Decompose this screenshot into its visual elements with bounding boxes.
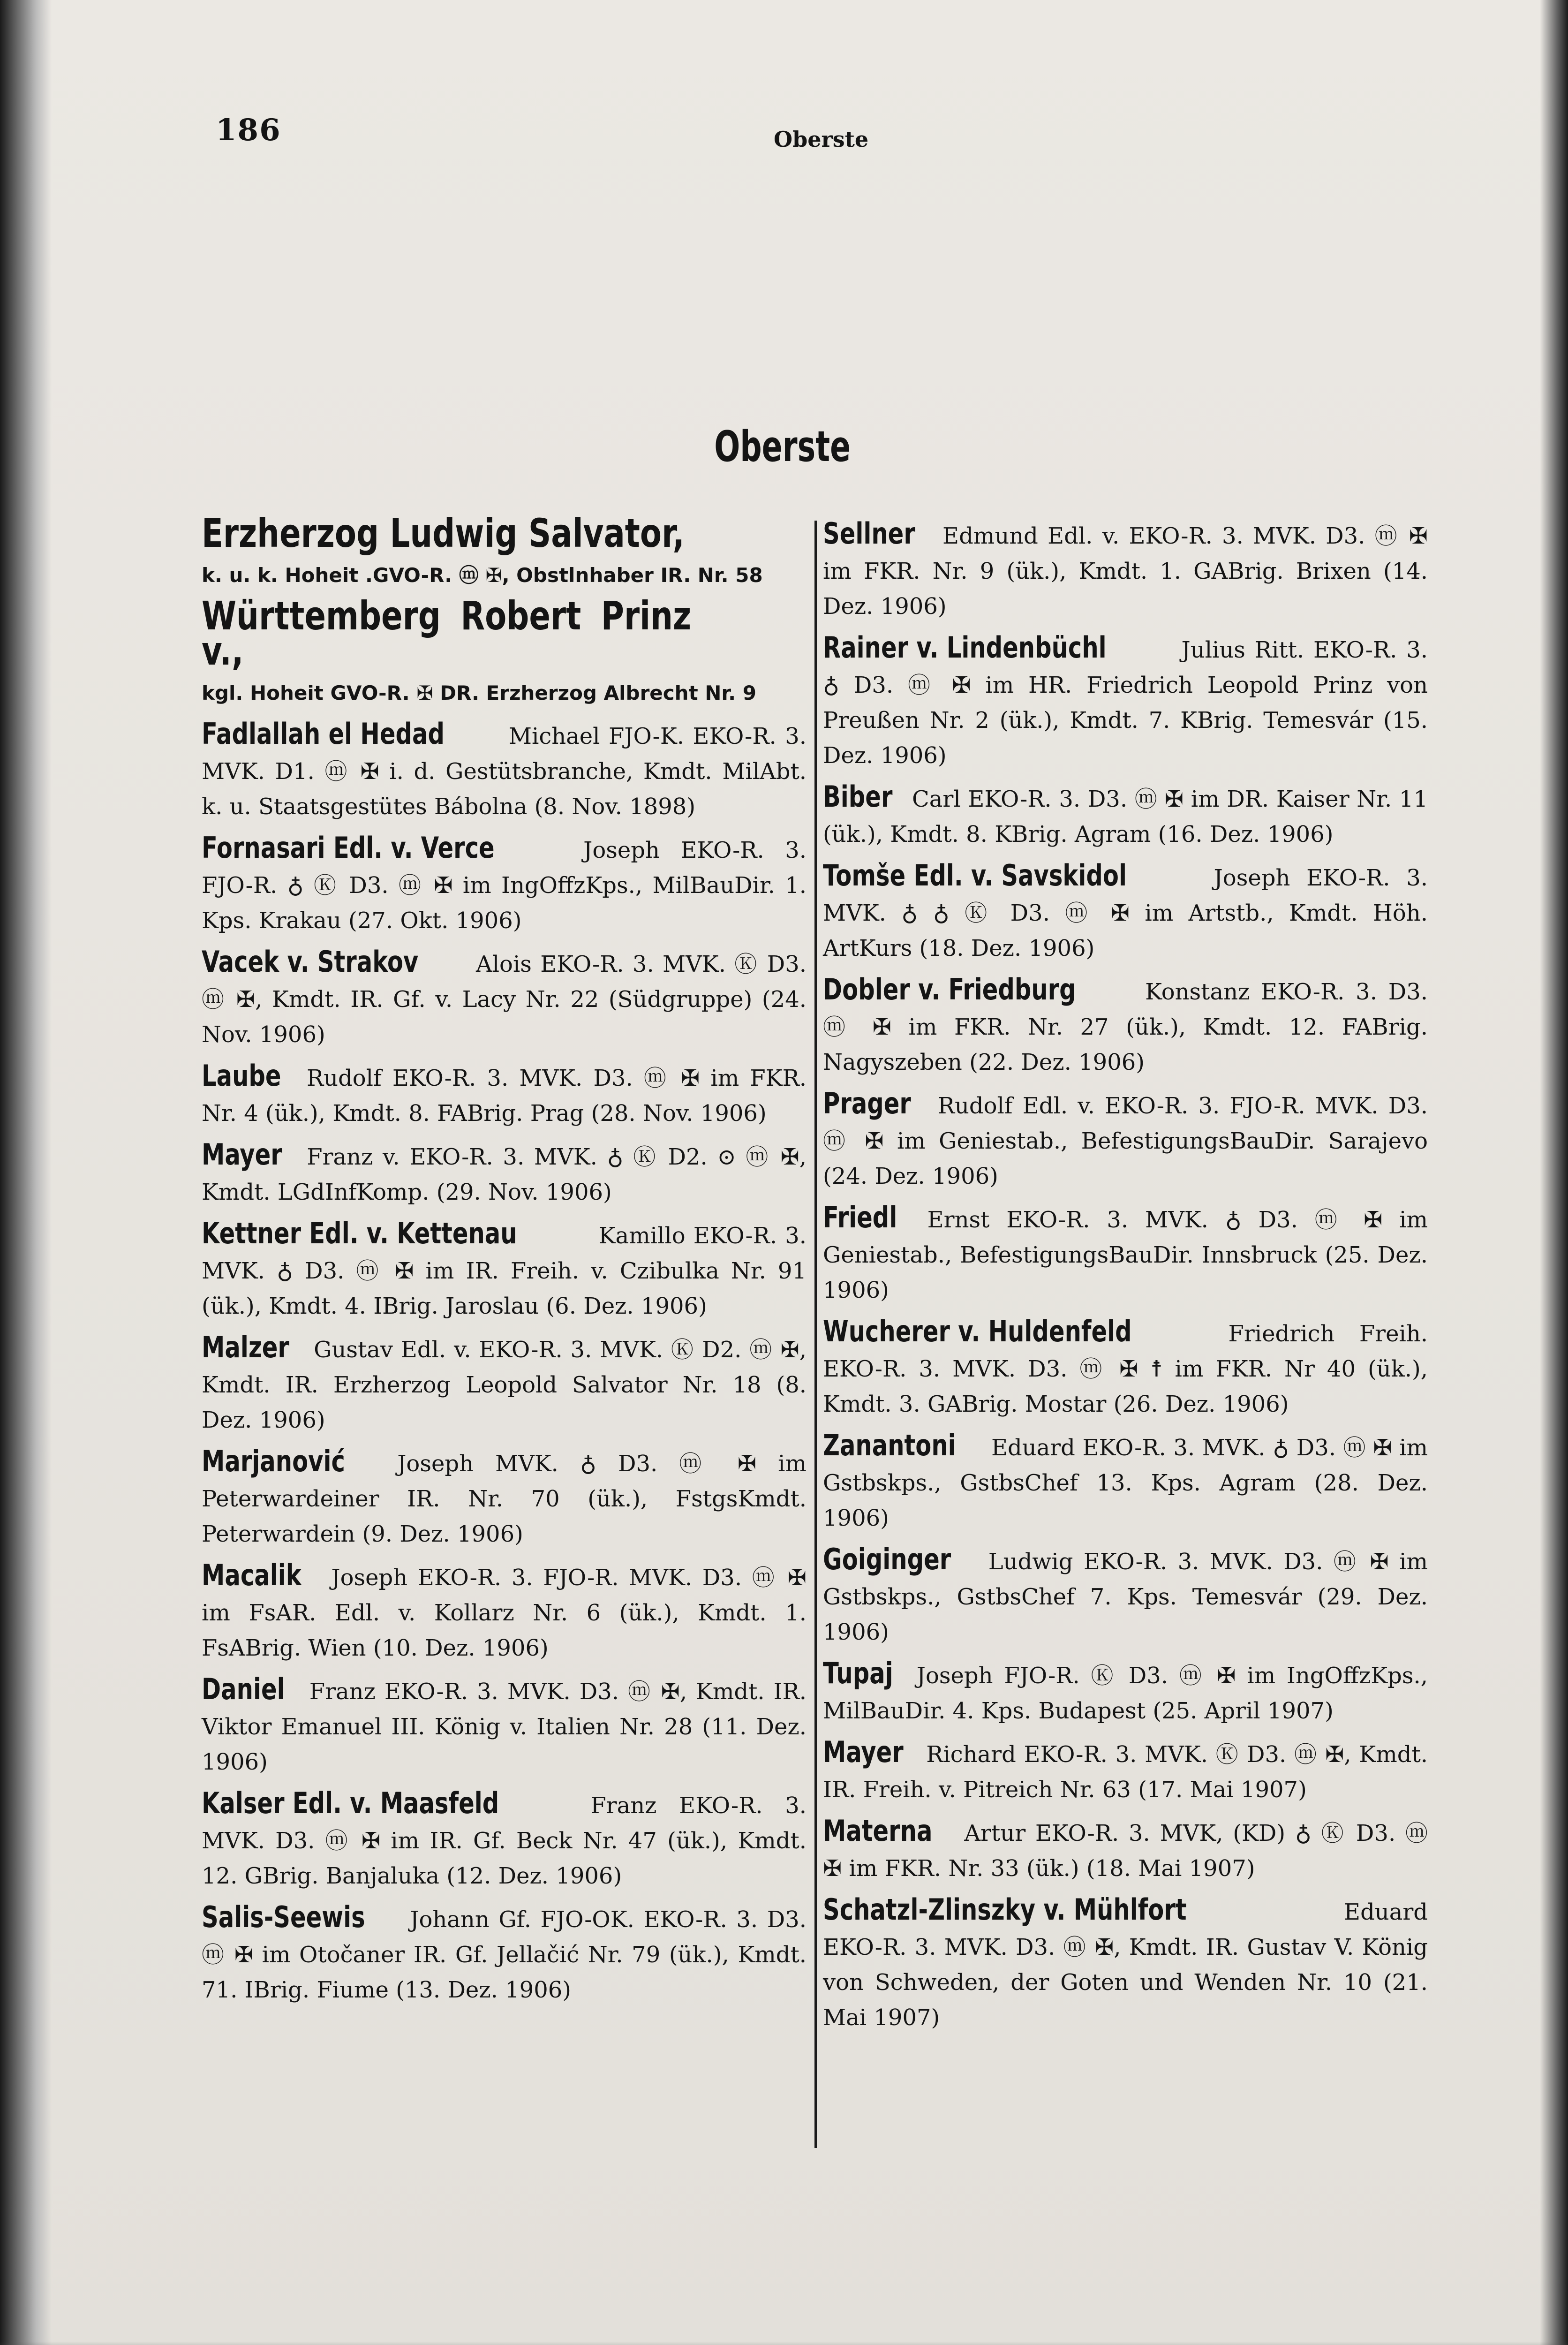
entry-text: Joseph FJO-R. Ⓚ D3. ⓜ ✠ im IngOffzKps., MilBauDir. 4. Kps. Budapest (25. April 1907) (823, 1663, 1428, 1724)
entry-text: Michael FJO-K. EKO-R. 3. MVK. D1. ⓜ ✠ i. d. Gestütsbranche, Kmdt. MilAbt. k. u. Staatsgestütes Bábolna (8. Nov. 1898) (202, 723, 807, 820)
entry (823, 1892, 1428, 2035)
entry-name: Malzer (202, 1330, 289, 1364)
entry (823, 1813, 1428, 1886)
entry-name: Goiginger (823, 1542, 951, 1576)
entry-name: Mayer (823, 1735, 904, 1769)
page-number: 186 (216, 113, 281, 148)
entry-text: kgl. Hoheit GVO-R. ✠ DR. Erzherzog Albrecht Nr. 9 (202, 681, 756, 704)
entry (202, 830, 807, 938)
entry-name: Sellner (823, 516, 915, 551)
entry-name: Friedl (823, 1200, 897, 1234)
entry (202, 944, 807, 1052)
entry (202, 1216, 807, 1324)
entry-name: Zanantoni (823, 1428, 956, 1462)
entry (823, 1656, 1428, 1729)
entry-name: Prager (823, 1086, 911, 1120)
entry-text: Friedrich Freih. EKO-R. 3. MVK. D3. ⓜ ✠ ☨ im FKR. Nr 40 (ük.), Kmdt. 3. GABrig. Mostar (26. Dez. 1906) (823, 1321, 1428, 1417)
entry (202, 1785, 807, 1894)
entry-text: Kamillo EKO-R. 3. MVK. ♁ D3. ⓜ ✠ im IR. Freih. v. Czibulka Nr. 91 (ük.), Kmdt. 4. IBrig. Jaroslau (6. Dez. 1906) (202, 1223, 807, 1319)
entry-text: Rudolf Edl. v. EKO-R. 3. FJO-R. MVK. D3. ⓜ ✠ im Geniestab., BefestigungsBauDir. Sarajevo (24. Dez. 1906) (823, 1093, 1428, 1189)
entry-text: Ludwig EKO-R. 3. MVK. D3. ⓜ ✠ im Gstbskps., GstbsChef 7. Kps. Temesvár (29. Dez. 1906) (823, 1549, 1428, 1645)
entry (823, 516, 1428, 624)
entry-name: Wucherer v. Huldenfeld (823, 1314, 1132, 1348)
entry-text: Franz EKO-R. 3. MVK. D3. ⓜ ✠, Kmdt. IR. Viktor Emanuel III. König v. Italien Nr. 28 (11. Dez. 1906) (202, 1679, 807, 1775)
entry-name: Vacek v. Strakov (202, 945, 419, 979)
right-column (823, 516, 1428, 2041)
column-divider (814, 521, 817, 2148)
entry-name: Fadlallah el Hedad (202, 717, 445, 751)
entry (202, 1137, 807, 1210)
entry-name: Laube (202, 1059, 281, 1093)
entry-text: Julius Ritt. EKO-R. 3. ♁ D3. ⓜ ✠ im HR. Friedrich Leopold Prinz von Preußen Nr. 2 (ük.), Kmdt. 7. KBrig. Temesvár (15. Dez. 1906) (823, 637, 1428, 769)
entry-name: Schatzl-Zlinszky v. Mühlfort (823, 1892, 1187, 1927)
entry (823, 630, 1428, 773)
entry-text: Artur EKO-R. 3. MVK, (KD) ♁ Ⓚ D3. ⓜ ✠ im FKR. Nr. 33 (ük.) (18. Mai 1907) (823, 1820, 1428, 1882)
entry-text: Gustav Edl. v. EKO-R. 3. MVK. Ⓚ D2. ⓜ ✠, Kmdt. IR. Erzherzog Leopold Salvator Nr. 18 (8. Dez. 1906) (202, 1337, 807, 1433)
entry-text: Eduard EKO-R. 3. MVK. ♁ D3. ⓜ ✠ im Gstbskps., GstbsChef 13. Kps. Agram (28. Dez. 1906) (823, 1435, 1428, 1531)
entry-text: Joseph EKO-R. 3. MVK. ♁ ♁ Ⓚ D3. ⓜ ✠ im Artstb., Kmdt. Höh. ArtKurs (18. Dez. 1906) (823, 865, 1428, 961)
entry (202, 1672, 807, 1780)
entry-text: Johann Gf. FJO-OK. EKO-R. 3. D3. ⓜ ✠ im Otočaner IR. Gf. Jellačić Nr. 79 (ük.), Kmdt. 71. IBrig. Fiume (13. Dez. 1906) (202, 1906, 807, 2003)
entry-text: Eduard EKO-R. 3. MVK. D3. ⓜ ✠, Kmdt. IR. Gustav V. König von Schweden, der Goten und Wenden Nr. 10 (21. Mai 1907) (823, 1899, 1428, 2031)
entry (202, 510, 807, 593)
entry-name: Rainer v. Lindenbüchl (823, 630, 1107, 665)
entry-text: Franz EKO-R. 3. MVK. D3. ⓜ ✠ im IR. Gf. Beck Nr. 47 (ük.), Kmdt. 12. GBrig. Banjaluka (12. Dez. 1906) (202, 1793, 807, 1889)
entry (823, 1314, 1428, 1422)
entry (202, 593, 807, 711)
entry-name: Mayer (202, 1137, 282, 1172)
entry-name: Tomše Edl. v. Savskidol (823, 858, 1127, 893)
entry-text: Alois EKO-R. 3. MVK. Ⓚ D3. ⓜ ✠, Kmdt. IR. Gf. v. Lacy Nr. 22 (Südgruppe) (24. Nov. 1906) (202, 951, 807, 1048)
entry (823, 972, 1428, 1080)
entry-name: Marjanović (202, 1444, 345, 1478)
entry-name: Dobler v. Friedburg (823, 972, 1076, 1006)
entry (823, 1200, 1428, 1308)
entry-text: Rudolf EKO-R. 3. MVK. D3. ⓜ ✠ im FKR. Nr. 4 (ük.), Kmdt. 8. FABrig. Prag (28. Nov. 1906) (202, 1065, 807, 1127)
entry-name: Kettner Edl. v. Kettenau (202, 1216, 517, 1250)
entry-text: k. u. k. Hoheit .GVO-R. ⓜ ✠, Obstlnhaber IR. Nr. 58 (202, 564, 763, 587)
entry (823, 858, 1428, 966)
entry (202, 1330, 807, 1438)
entry-text: Carl EKO-R. 3. D3. ⓜ ✠ im DR. Kaiser Nr. 11 (ük.), Kmdt. 8. KBrig. Agram (16. Dez. 1906) (823, 786, 1428, 847)
entry-text: Joseph EKO-R. 3. FJO-R. MVK. D3. ⓜ ✠ im FsAR. Edl. v. Kollarz Nr. 6 (ük.), Kmdt. 1. FsABrig. Wien (10. Dez. 1906) (202, 1565, 807, 1661)
entry (823, 779, 1428, 852)
entry (823, 1086, 1428, 1194)
scan-edge-left (0, 0, 52, 2345)
entry (823, 1734, 1428, 1808)
entry-name: Salis-Seewis (202, 1900, 365, 1934)
entry-name: Tupaj (823, 1656, 893, 1690)
section-title: Oberste (714, 422, 851, 471)
entry (823, 1542, 1428, 1650)
entry-name: Daniel (202, 1672, 285, 1706)
entry-text: Joseph MVK. ♁ D3. ⓜ ✠ im Peterwardeiner IR. Nr. 70 (ük.), FstgsKmdt. Peterwardein (9. Dez. 1906) (202, 1451, 807, 1547)
entry (202, 1558, 807, 1666)
entry-text: Edmund Edl. v. EKO-R. 3. MVK. D3. ⓜ ✠ im FKR. Nr. 9 (ük.), Kmdt. 1. GABrig. Brixen (14. Dez. 1906) (823, 523, 1428, 620)
entry (202, 1444, 807, 1552)
left-column (202, 510, 807, 2013)
running-head: Oberste (774, 127, 869, 152)
entry-name: Erzherzog Ludwig Salvator, (202, 510, 685, 556)
entry-name: Biber (823, 779, 893, 814)
entry (202, 716, 807, 825)
entry (202, 1058, 807, 1131)
entry-text: Ernst EKO-R. 3. MVK. ♁ D3. ⓜ ✠ im Geniestab., BefestigungsBauDir. Innsbruck (25. Dez. 1906) (823, 1207, 1428, 1303)
entry-text: Franz v. EKO-R. 3. MVK. ♁ Ⓚ D2. ⊙ ⓜ ✠, Kmdt. LGdInfKomp. (29. Nov. 1906) (202, 1144, 807, 1205)
entry-text: Joseph EKO-R. 3. FJO-R. ♁ Ⓚ D3. ⓜ ✠ im IngOffzKps., MilBauDir. 1. Kps. Krakau (27. Okt. 1906) (202, 837, 807, 934)
entry-name: Macalik (202, 1558, 302, 1592)
scan-edge-bottom (0, 2341, 1568, 2345)
entry-text: Richard EKO-R. 3. MVK. Ⓚ D3. ⓜ ✠, Kmdt. IR. Freih. v. Pitreich Nr. 63 (17. Mai 1907) (823, 1741, 1428, 1803)
scan-edge-right (1540, 0, 1568, 2345)
entry (202, 1899, 807, 2008)
entry-text: Konstanz EKO-R. 3. D3. ⓜ ✠ im FKR. Nr. 27 (ük.), Kmdt. 12. FABrig. Nagyszeben (22. Dez. 1906) (823, 979, 1428, 1075)
entry-name: Materna (823, 1814, 933, 1848)
entry-name: Württemberg Robert Prinz v., (202, 593, 692, 674)
entry (823, 1428, 1428, 1536)
entry-name: Fornasari Edl. v. Verce (202, 831, 495, 865)
entry-name: Kalser Edl. v. Maasfeld (202, 1786, 499, 1820)
